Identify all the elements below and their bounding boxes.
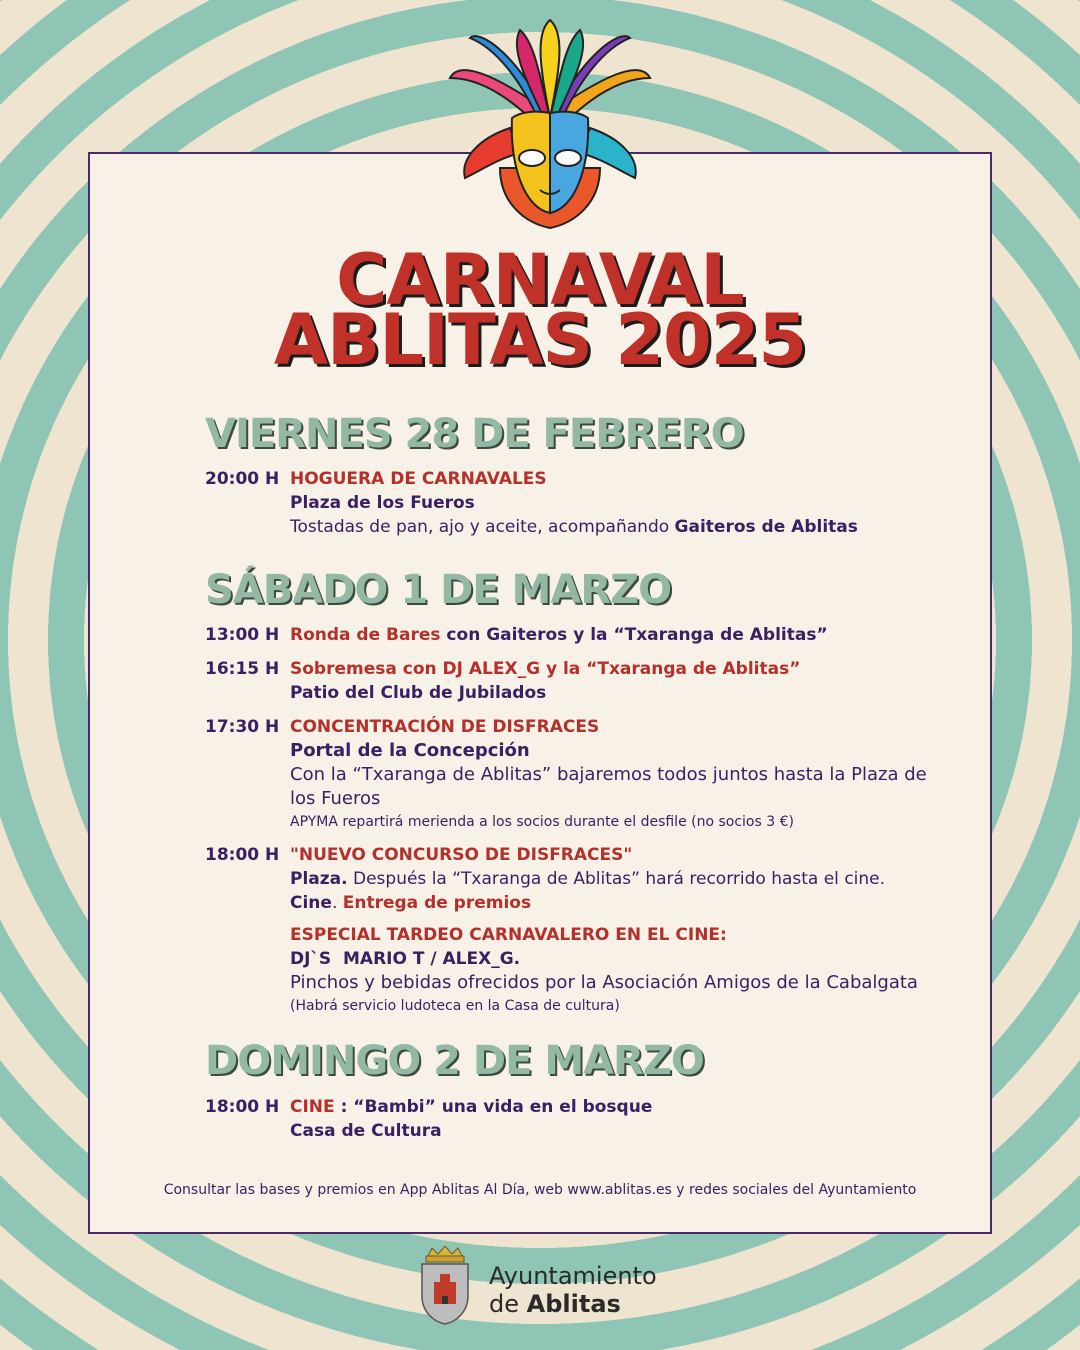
event-time: 13:00 H <box>205 625 280 645</box>
event-title-highlight: Ronda de Bares <box>290 625 441 645</box>
event-title-rest: con Gaiteros y la “Txaranga de Ablitas” <box>440 625 828 645</box>
organizer-line-1: Ayuntamiento <box>489 1262 657 1290</box>
coat-of-arms-icon <box>414 1246 476 1326</box>
event-description-bold: Gaiteros de Ablitas <box>674 517 858 537</box>
event-place: Portal de la Concepción <box>290 740 530 761</box>
event-place: Plaza de los Fueros <box>290 493 475 513</box>
event-place-bold: Plaza. <box>290 869 348 889</box>
event-note: APYMA repartirá merienda a los socios durante el desfile (no socios 3 €) <box>290 814 794 830</box>
event-description-1: Con la “Txaranga de Ablitas” bajaremos todos juntos hasta la Plaza de <box>290 764 927 785</box>
carnival-mask-icon <box>440 18 660 233</box>
event-cine-dot: . <box>331 893 343 913</box>
event-description-2: los Fueros <box>290 788 381 809</box>
day-heading-sabado: SÁBADO 1 DE MARZO <box>205 567 672 613</box>
event-title: CONCENTRACIÓN DE DISFRACES <box>290 717 600 737</box>
event-time: 20:00 H <box>205 469 280 489</box>
event-title: "NUEVO CONCURSO DE DISFRACES" <box>290 845 633 865</box>
event-time: 18:00 H <box>205 1097 280 1117</box>
special-djs: DJ`S MARIO T / ALEX_G. <box>290 949 521 969</box>
event-cine-premios: Entrega de premios <box>342 893 532 913</box>
special-description: Pinchos y bebidas ofrecidos por la Asociación Amigos de la Cabalgata <box>290 972 918 993</box>
organizer-line-2 <box>489 1290 657 1318</box>
organizer-line-2-prefix: de <box>489 1290 527 1318</box>
special-title: ESPECIAL TARDEO CARNAVALERO EN EL CINE: <box>290 925 727 945</box>
organizer-logo-text <box>489 1262 657 1318</box>
event-time: 17:30 H <box>205 717 280 737</box>
day-heading-viernes: VIERNES 28 DE FEBRERO <box>205 411 744 457</box>
event-place: Patio del Club de Jubilados <box>290 683 547 703</box>
event-description <box>290 515 930 539</box>
day-heading-domingo: DOMINGO 2 DE MARZO <box>205 1038 704 1084</box>
event-title: HOGUERA DE CARNAVALES <box>290 469 547 489</box>
title-line-1: CARNAVAL <box>336 239 744 321</box>
event-time: 16:15 H <box>205 659 280 679</box>
organizer-line-2-bold: Ablitas <box>526 1290 621 1318</box>
event-place-rest: Después la “Txaranga de Ablitas” hará recorrido hasta el cine. <box>347 869 886 889</box>
event-title-rest: : “Bambi” una vida en el bosque <box>334 1097 653 1117</box>
event-cine-bold: Cine <box>290 893 332 913</box>
special-note: (Habrá servicio ludoteca en la Casa de cultura) <box>290 998 620 1014</box>
event-place: Casa de Cultura <box>290 1121 442 1141</box>
title-line-2: ABLITAS 2025 <box>273 299 807 381</box>
footer-note: Consultar las bases y premios en App Ablitas Al Día, web www.ablitas.es y redes sociales del Ayuntamiento <box>163 1182 917 1198</box>
event-title: Sobremesa con DJ ALEX_G y la “Txaranga de Ablitas” <box>290 659 801 679</box>
event-time: 18:00 H <box>205 845 280 865</box>
event-description-text: Tostadas de pan, ajo y aceite, acompañando <box>290 517 675 537</box>
event-title-highlight: CINE <box>290 1097 335 1117</box>
